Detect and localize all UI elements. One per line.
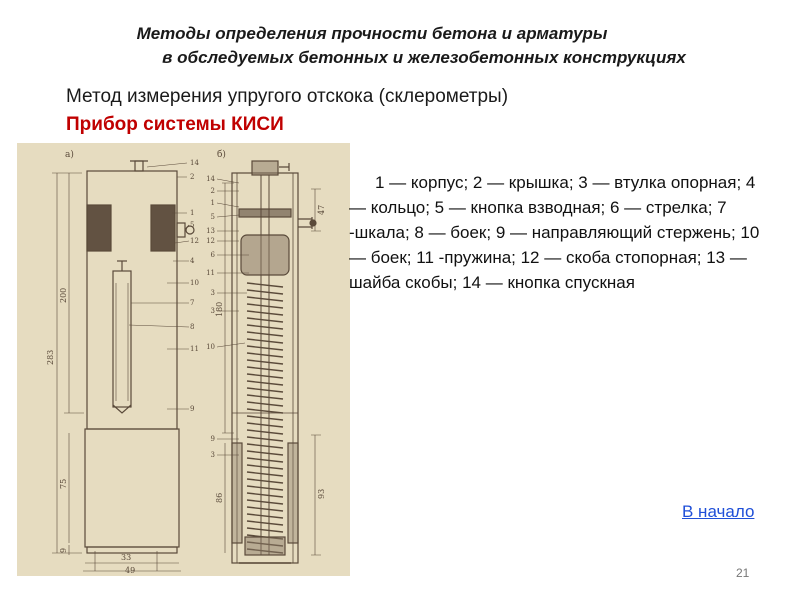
device-title: Прибор системы КИСИ — [66, 114, 284, 135]
dim-b-86: 86 — [215, 492, 224, 503]
callout-b-6: 6 — [210, 251, 215, 259]
spring-coil — [247, 437, 283, 441]
spring-coil — [247, 423, 283, 427]
dim-b-93: 93 — [317, 488, 326, 499]
spring-coil — [247, 409, 283, 413]
spring-coil — [247, 402, 283, 406]
callout-b-13: 13 — [206, 227, 215, 235]
slide-title-line1: Методы определения прочности бетона и арматуры — [136, 24, 608, 43]
spring-coil — [247, 325, 283, 329]
panel-b-label: б) — [217, 150, 226, 160]
callout-a-9: 9 — [190, 405, 195, 413]
spring-coil — [247, 311, 283, 315]
dim-a-49: 49 — [125, 566, 136, 575]
callout-a-10: 10 — [190, 279, 199, 287]
dim-b-180: 180 — [215, 301, 224, 317]
callout-a-5: 5 — [190, 221, 195, 229]
callout-a-14: 14 — [190, 159, 199, 167]
callout-b-12: 12 — [206, 237, 215, 245]
page-number: 21 — [736, 566, 750, 580]
callout-b-2: 2 — [210, 187, 215, 195]
dim-a-9: 9 — [59, 547, 68, 553]
callout-a-7: 7 — [190, 299, 195, 307]
spring-coil — [247, 451, 283, 455]
dim-b-47: 47 — [317, 204, 326, 215]
callout-b-3b: 3 — [210, 307, 215, 315]
panel-a-label: а) — [65, 150, 74, 160]
spring-coil — [247, 374, 283, 378]
spring-coil — [247, 318, 283, 322]
spring-coil — [247, 479, 283, 483]
callout-b-9: 9 — [210, 435, 215, 443]
dim-a-200: 200 — [59, 287, 68, 303]
callout-a-8: 8 — [190, 323, 195, 331]
callout-a-12: 12 — [190, 237, 199, 245]
slide-title-line2: в обследуемых бетонных и железобетонных конструкциях — [162, 48, 686, 67]
dim-a-75: 75 — [59, 478, 68, 489]
spring-coil — [247, 283, 283, 287]
spring-coil — [247, 360, 283, 364]
callout-a-2: 2 — [190, 173, 195, 181]
spring-coil — [247, 458, 283, 462]
spring-coil — [247, 388, 283, 392]
spring-coil — [247, 472, 283, 476]
spring-coil — [247, 521, 283, 525]
spring-coil — [247, 507, 283, 511]
callout-b-3c: 3 — [210, 451, 215, 459]
spring-coil — [247, 416, 283, 420]
spring-coil — [247, 367, 283, 371]
sclerometer-drawing — [17, 143, 350, 576]
method-subtitle: Метод измерения упругого отскока (склерометры) — [66, 86, 509, 107]
spring-coil — [247, 304, 283, 308]
spring-coil — [247, 465, 283, 469]
callout-a-4: 4 — [190, 257, 195, 265]
spring-coil — [247, 528, 283, 532]
callout-b-14: 14 — [206, 175, 215, 183]
spring-coil — [247, 493, 283, 497]
callout-b-5: 5 — [210, 213, 215, 221]
spring-coil — [247, 500, 283, 504]
callout-b-11: 11 — [206, 269, 215, 277]
spring-coil — [247, 353, 283, 357]
callout-b-10: 10 — [206, 343, 215, 351]
dim-a-33: 33 — [121, 553, 132, 562]
spring-coil — [247, 290, 283, 294]
spring-coil — [247, 339, 283, 343]
back-to-start-link[interactable]: В начало — [682, 502, 755, 521]
spring-coil — [247, 346, 283, 350]
callout-b-3a: 3 — [210, 289, 215, 297]
spring-coil — [247, 332, 283, 336]
spring-coil — [247, 381, 283, 385]
callout-a-1: 1 — [190, 209, 195, 217]
spring-coil — [247, 395, 283, 399]
spring-coil — [247, 486, 283, 490]
spring-coil — [247, 444, 283, 448]
callout-a-11: 11 — [190, 345, 199, 353]
spring-coil — [247, 297, 283, 301]
dim-a-283: 283 — [46, 349, 55, 365]
spring-coil — [247, 430, 283, 434]
spring-coil — [247, 514, 283, 518]
callout-b-1: 1 — [210, 199, 215, 207]
parts-legend: 1 — корпус; 2 — крышка; 3 — втулка опорная; 4 — кольцо; 5 — кнопка взводная; 6 — стрелка; 7 -шкала; 8 — боек; 9 — направляющий стержень; 10 — боек; 11 -пружина; 12 — скоба стопорная; 13 — шайба скобы; 14 — кнопка спускная — [349, 173, 760, 292]
